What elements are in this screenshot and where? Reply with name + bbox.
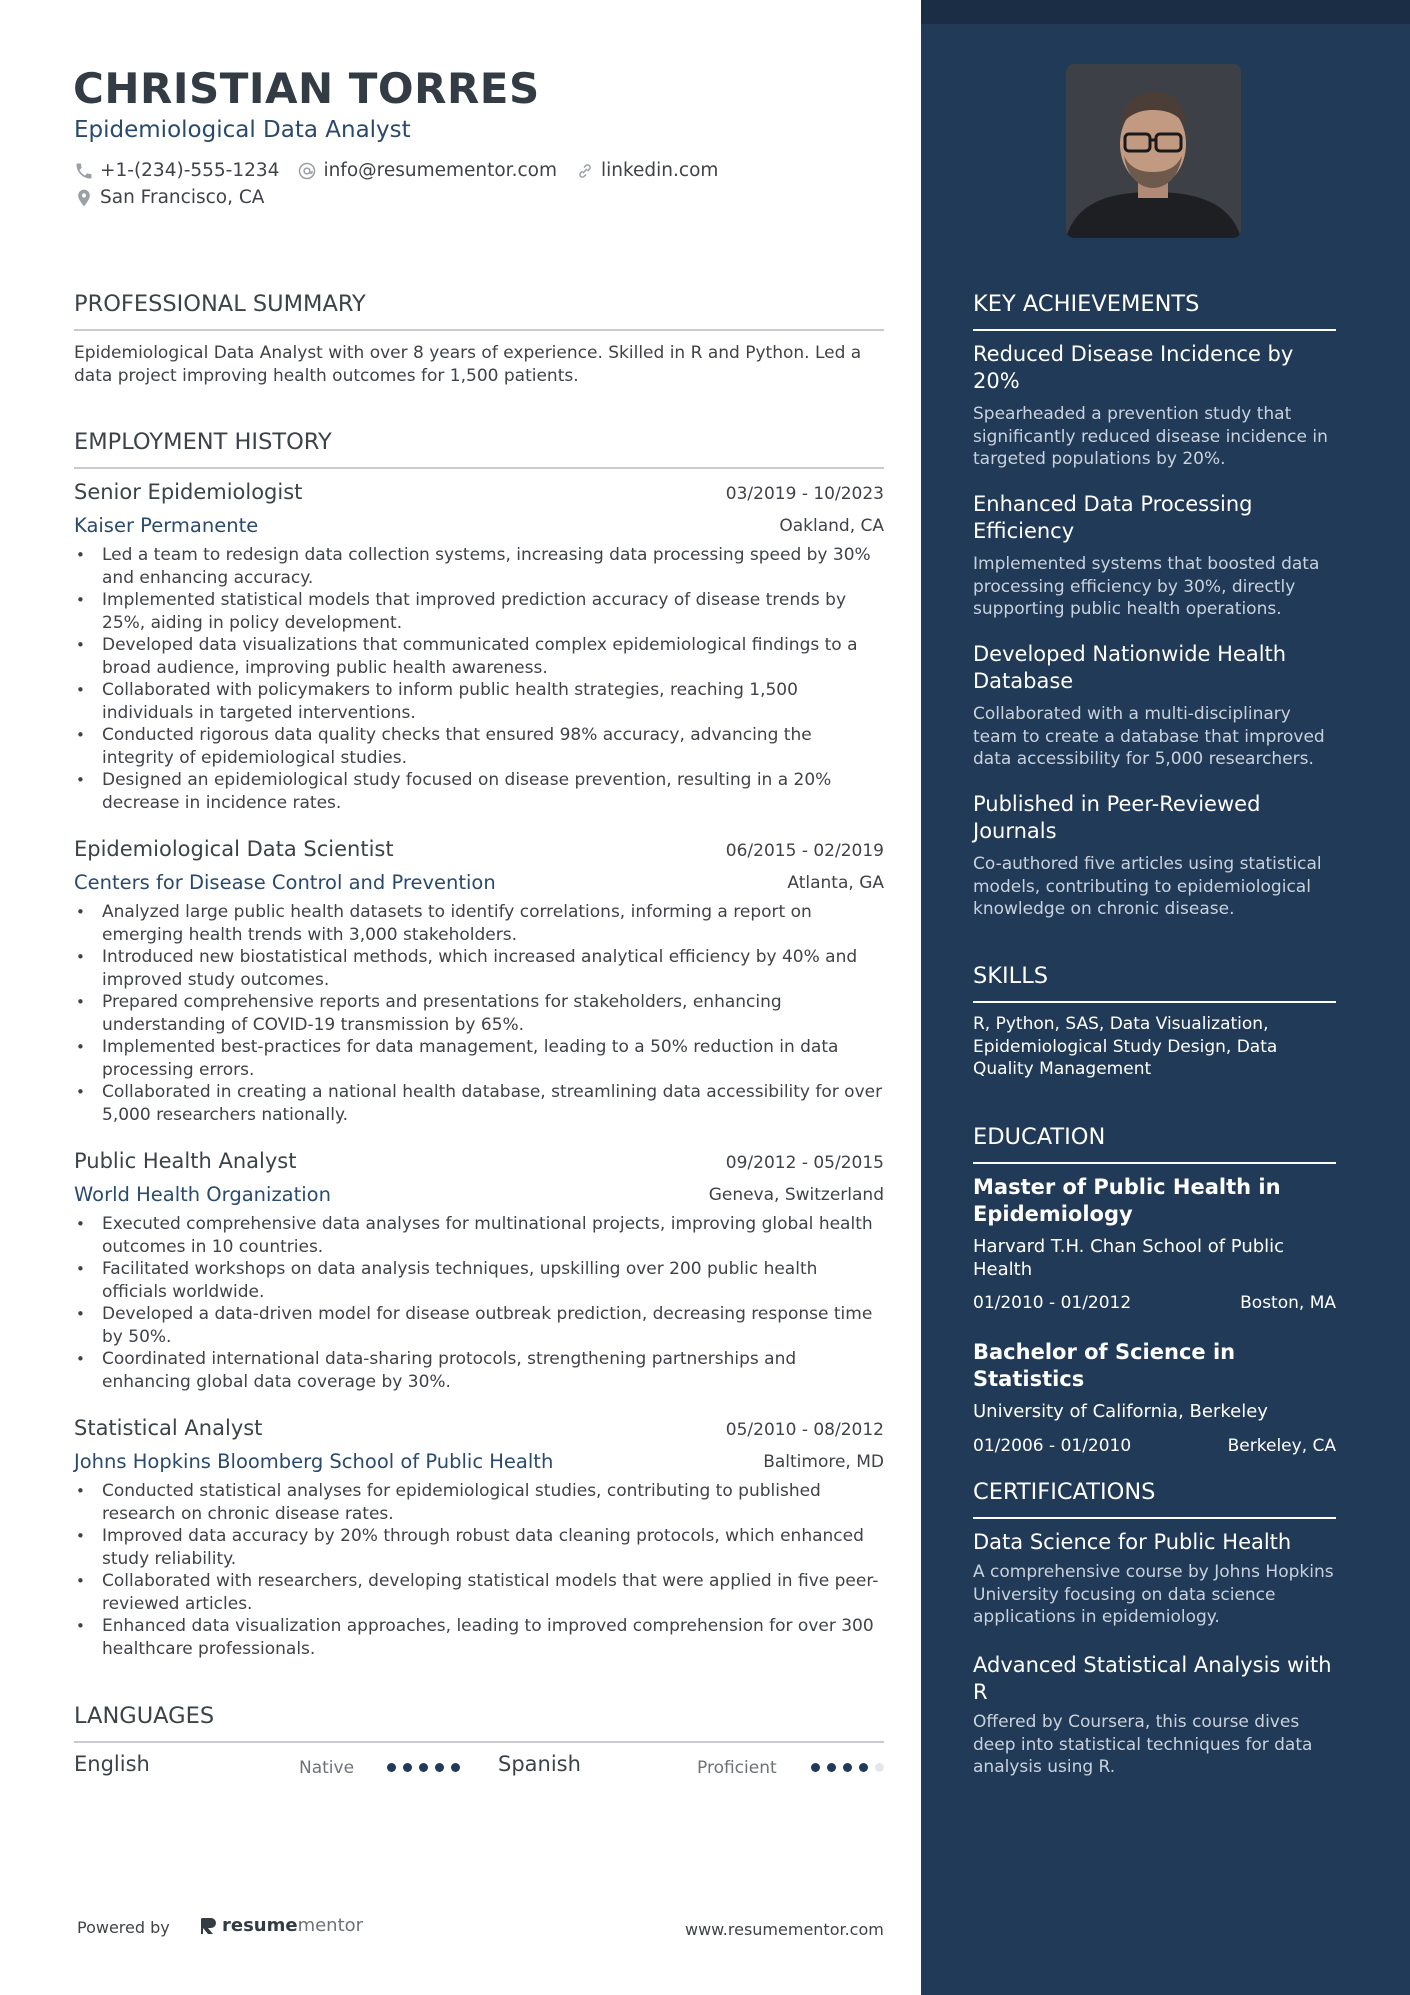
profile-photo: [1066, 64, 1241, 238]
job-location: Baltimore, MD: [763, 1452, 884, 1472]
contact-location: [74, 187, 264, 208]
job-dates: 09/2012 - 05/2015: [725, 1153, 884, 1173]
language-level: Proficient: [697, 1758, 777, 1778]
link-icon: [575, 161, 595, 181]
education-item: [973, 1339, 1336, 1460]
achievement-desc: Collaborated with a multi-disciplinary team to create a database that improved data accessibility for 5,000 researchers.: [973, 704, 1325, 769]
rating-dot-filled: [451, 1763, 460, 1772]
job-bullet: • Conducted statistical analyses for epidemiological studies, contributing to published research on chronic disease rates.: [102, 1480, 884, 1525]
rating-dot-empty: [875, 1763, 884, 1772]
job-company: Centers for Disease Control and Prevention: [74, 871, 496, 894]
candidate-title: Epidemiological Data Analyst: [74, 117, 411, 143]
education-school: University of California, Berkeley: [973, 1401, 1268, 1422]
job-entry: [74, 1416, 884, 1660]
job-bullet: • Facilitated workshops on data analysis techniques, upskilling over 200 public health officials worldwide.: [102, 1258, 884, 1303]
education-degree: Bachelor of Science in Statistics: [973, 1340, 1236, 1391]
education-location: Berkeley, CA: [1227, 1435, 1336, 1456]
job-bullet: • Conducted rigorous data quality checks that ensured 98% accuracy, advancing the integrity of epidemiological studies.: [102, 724, 884, 769]
achievement-desc: Spearheaded a prevention study that significantly reduced disease incidence in targeted populations by 20%.: [973, 404, 1328, 469]
location-text: San Francisco, CA: [100, 187, 265, 208]
achievement-item: [973, 641, 1336, 771]
contact-email[interactable]: [297, 160, 557, 181]
languages-heading: LANGUAGES: [74, 1703, 215, 1729]
skills-heading: SKILLS: [973, 963, 1049, 989]
certification-title: Data Science for Public Health: [973, 1530, 1292, 1554]
education-school: Harvard T.H. Chan School of Public Health: [973, 1236, 1285, 1280]
contact-row: [74, 160, 736, 181]
email-text: info@resumementor.com: [323, 160, 557, 181]
rating-dot-filled: [843, 1763, 852, 1772]
job-bullet: • Designed an epidemiological study focused on disease prevention, resulting in a 20% decrease in incidence rates.: [102, 769, 884, 814]
job-bullet: • Analyzed large public health datasets to identify correlations, informing a report on emerging health trends with 3,000 stakeholders.: [102, 901, 884, 946]
job-bullet: • Collaborated in creating a national health database, streamlining data accessibility for over 5,000 researchers nationally.: [102, 1081, 884, 1126]
rating-dot-filled: [419, 1763, 428, 1772]
rating-dot-filled: [827, 1763, 836, 1772]
job-dates: 06/2015 - 02/2019: [725, 841, 884, 861]
employment-heading: EMPLOYMENT HISTORY: [74, 429, 332, 455]
footer-url[interactable]: www.resumementor.com: [685, 1920, 884, 1939]
linkedin-text: linkedin.com: [600, 160, 719, 181]
achievement-desc: Co-authored five articles using statistical models, contributing to epidemiological knowledge on chronic disease.: [973, 854, 1322, 919]
portrait-image: [1066, 64, 1241, 238]
job-bullet: • Developed a data-driven model for disease outbreak prediction, decreasing response time by 50%.: [102, 1303, 884, 1348]
language-name: Spanish: [498, 1752, 581, 1776]
job-title: Public Health Analyst: [74, 1149, 297, 1173]
certification-item: [973, 1652, 1336, 1779]
at-icon: [297, 161, 317, 181]
summary-divider: [74, 329, 884, 331]
phone-icon: [74, 161, 94, 181]
education-dates: 01/2010 - 01/2012: [973, 1293, 1132, 1313]
job-title: Statistical Analyst: [74, 1416, 263, 1440]
job-company: World Health Organization: [74, 1183, 331, 1206]
education-divider: [973, 1162, 1336, 1164]
job-location: Atlanta, GA: [787, 873, 884, 893]
education-heading: EDUCATION: [973, 1124, 1106, 1150]
job-bullets: [74, 1480, 884, 1660]
rating-dot-filled: [387, 1763, 396, 1772]
candidate-name: CHRISTIAN TORRES: [73, 64, 540, 113]
contact-row-2: [74, 187, 282, 208]
job-bullet: • Collaborated with researchers, developing statistical models that were applied in five peer-reviewed articles.: [102, 1570, 884, 1615]
language-level: Native: [299, 1758, 355, 1778]
job-bullet: • Coordinated international data-sharing protocols, strengthening partnerships and enhancing global data coverage by 30%.: [102, 1348, 884, 1393]
job-bullet: • Introduced new biostatistical methods, which increased analytical efficiency by 40% and improved study outcomes.: [102, 946, 884, 991]
education-dates: 01/2006 - 01/2010: [973, 1435, 1132, 1456]
summary-heading: PROFESSIONAL SUMMARY: [74, 291, 366, 317]
job-dates: 05/2010 - 08/2012: [725, 1420, 884, 1440]
rating-dot-filled: [435, 1763, 444, 1772]
achievements-heading: KEY ACHIEVEMENTS: [973, 291, 1200, 317]
logo-text-bold: resume: [222, 1915, 298, 1936]
languages-divider: [74, 1741, 884, 1743]
achievement-title: Reduced Disease Incidence by 20%: [973, 342, 1294, 393]
skills-text: R, Python, SAS, Data Visualization, Epidemiological Study Design, Data Quality Management: [973, 1014, 1278, 1079]
job-bullet: • Executed comprehensive data analyses for multinational projects, improving global health outcomes in 10 countries.: [102, 1213, 884, 1258]
job-company: Johns Hopkins Bloomberg School of Public Health: [74, 1450, 554, 1473]
job-bullets: [74, 1213, 884, 1393]
language-rating: [387, 1763, 467, 1772]
job-entry: [74, 480, 884, 814]
job-bullet: • Enhanced data visualization approaches, leading to improved comprehension for over 300 healthcare professionals.: [102, 1615, 884, 1660]
summary-text: Epidemiological Data Analyst with over 8 years of experience. Skilled in R and Python. Led a data project improving health outcomes for 1,500 patients.: [74, 343, 862, 386]
job-title: Epidemiological Data Scientist: [74, 837, 394, 861]
achievement-item: [973, 791, 1336, 921]
education-item: [973, 1174, 1336, 1317]
job-dates: 03/2019 - 10/2023: [725, 484, 884, 504]
job-bullets: [74, 544, 884, 814]
job-bullet: • Improved data accuracy by 20% through robust data cleaning protocols, which enhanced study reliability.: [102, 1525, 884, 1570]
achievements-divider: [973, 329, 1336, 331]
achievement-title: Enhanced Data Processing Efficiency: [973, 492, 1253, 543]
job-bullet: • Implemented best-practices for data management, leading to a 50% reduction in data processing errors.: [102, 1036, 884, 1081]
certification-desc: Offered by Coursera, this course dives deep into statistical techniques for data analysis using R.: [973, 1712, 1313, 1777]
job-company: Kaiser Permanente: [74, 514, 259, 537]
sidebar-top-bar: [921, 0, 1410, 24]
job-location: Geneva, Switzerland: [708, 1185, 884, 1205]
contact-linkedin[interactable]: [575, 160, 718, 181]
resumementor-logo[interactable]: [200, 1915, 363, 1936]
job-title: Senior Epidemiologist: [74, 480, 303, 504]
certification-desc: A comprehensive course by Johns Hopkins University focusing on data science applications in epidemiology.: [973, 1562, 1334, 1627]
certification-title: Advanced Statistical Analysis with R: [973, 1653, 1332, 1704]
logo-text-light: mentor: [297, 1915, 364, 1936]
skills-divider: [973, 1001, 1336, 1003]
location-pin-icon: [74, 188, 94, 208]
rating-dot-filled: [859, 1763, 868, 1772]
achievement-item: [973, 341, 1336, 471]
job-entry: [74, 837, 884, 1126]
phone-text: +1-(234)-555-1234: [100, 160, 280, 181]
job-bullet: • Developed data visualizations that communicated complex epidemiological findings to a broad audience, improving public health awareness.: [102, 634, 884, 679]
certifications-heading: CERTIFICATIONS: [973, 1479, 1156, 1505]
logo-mark-icon: [200, 1916, 218, 1936]
job-bullet: • Prepared comprehensive reports and presentations for stakeholders, enhancing understanding of COVID-19 transmission by 65%.: [102, 991, 884, 1036]
job-bullet: • Implemented statistical models that improved prediction accuracy of disease trends by 25%, aiding in policy development.: [102, 589, 884, 634]
achievement-title: Published in Peer-Reviewed Journals: [973, 792, 1261, 843]
job-bullet: • Collaborated with policymakers to inform public health strategies, reaching 1,500 individuals in targeted interventions.: [102, 679, 884, 724]
job-entry: [74, 1149, 884, 1393]
languages-row: [74, 1752, 884, 1786]
language-rating: [811, 1763, 891, 1772]
job-location: Oakland, CA: [779, 516, 884, 536]
rating-dot-filled: [811, 1763, 820, 1772]
employment-divider: [74, 467, 884, 469]
job-bullets: [74, 901, 884, 1126]
language-name: English: [74, 1752, 150, 1776]
rating-dot-filled: [403, 1763, 412, 1772]
achievement-desc: Implemented systems that boosted data processing efficiency by 30%, directly supporting public health operations.: [973, 554, 1320, 619]
certification-item: [973, 1529, 1336, 1629]
achievement-title: Developed Nationwide Health Database: [973, 642, 1287, 693]
job-bullet: • Led a team to redesign data collection systems, increasing data processing speed by 30% and enhancing accuracy.: [102, 544, 884, 589]
education-degree: Master of Public Health in Epidemiology: [973, 1175, 1281, 1226]
powered-by-text: Powered by: [77, 1918, 170, 1937]
contact-phone[interactable]: [74, 160, 279, 181]
certifications-divider: [973, 1517, 1336, 1519]
achievement-item: [973, 491, 1336, 621]
education-location: Boston, MA: [1240, 1293, 1336, 1313]
